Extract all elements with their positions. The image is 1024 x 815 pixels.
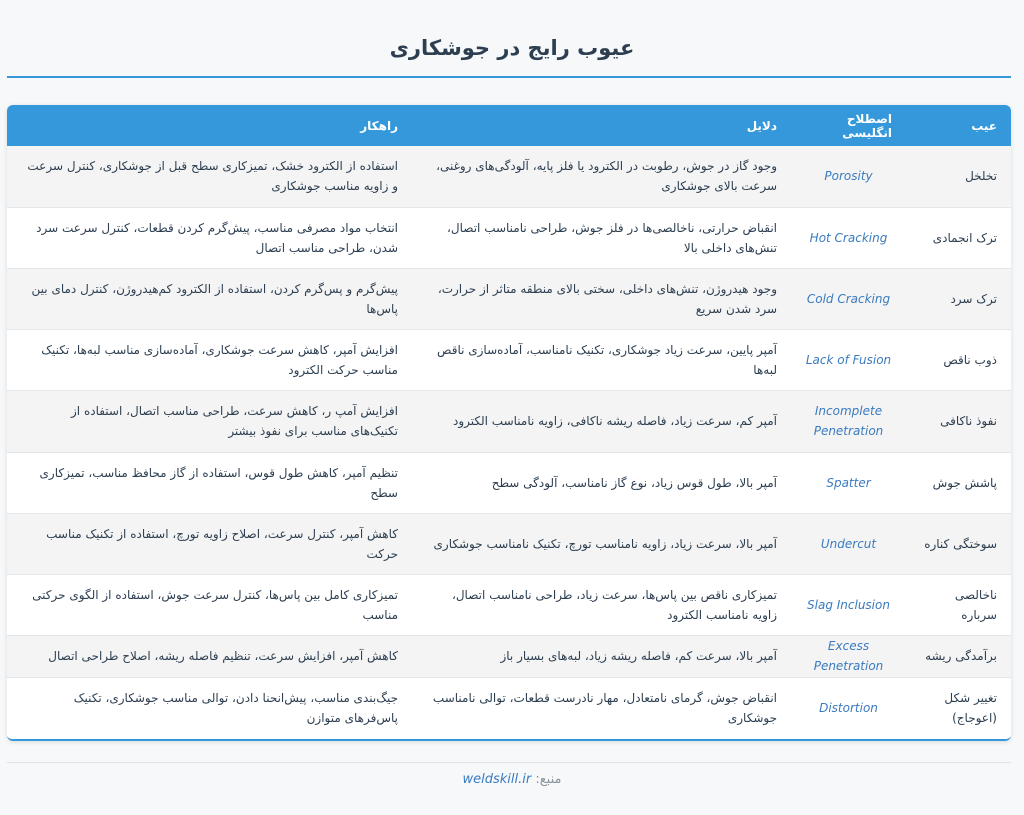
- cell-causes: انقباض جوش، گرمای نامتعادل، مهار نادرست قطعات، توالی نامناسب جوشکاری: [412, 677, 791, 739]
- cell-english-term: Porosity: [791, 146, 906, 207]
- cell-defect: ترک سرد: [906, 268, 1011, 329]
- cell-causes: وجود هیدروژن، تنش‌های داخلی، سختی بالای منطقه متاثر از حرارت، سرد شدن سریع: [412, 268, 791, 329]
- cell-english-term: Distortion: [791, 677, 906, 739]
- cell-solution: افزایش آمپ ر، کاهش سرعت، طراحی مناسب اتصال، استفاده از تکنیک‌های مناسب برای نفوذ بیشتر: [7, 390, 412, 452]
- cell-defect: ناخالصی سرباره: [906, 574, 1011, 635]
- table-row: [7, 268, 1011, 329]
- header-solution: راهکار: [7, 105, 412, 146]
- cell-english-term: Excess Penetration: [791, 635, 906, 677]
- table-row: [7, 574, 1011, 635]
- table-row: [7, 207, 1011, 268]
- table-row: [7, 452, 1011, 513]
- defects-table-card: [7, 105, 1011, 741]
- source-label: منبع:: [535, 772, 562, 787]
- cell-english-term: Incomplete Penetration: [791, 390, 906, 452]
- cell-english-term: Spatter: [791, 452, 906, 513]
- table-row: [7, 146, 1011, 207]
- cell-english-term: Lack of Fusion: [791, 329, 906, 390]
- cell-causes: وجود گاز در جوش، رطوبت در الکترود یا فلز پایه، آلودگی‌های روغنی، سرعت بالای جوشکاری: [412, 146, 791, 207]
- cell-solution: انتخاب مواد مصرفی مناسب، پیش‌گرم کردن قطعات، کنترل سرعت سرد شدن، طراحی مناسب اتصال: [7, 207, 412, 268]
- source-link[interactable]: weldskill.ir: [462, 772, 532, 787]
- cell-solution: پیش‌گرم و پس‌گرم کردن، استفاده از الکترود کم‌هیدروژن، کنترل دمای بین پاس‌ها: [7, 268, 412, 329]
- cell-defect: سوختگی کناره: [906, 513, 1011, 574]
- footer: [0, 772, 1024, 787]
- cell-solution: کاهش آمپر، کنترل سرعت، اصلاح زاویه تورچ، استفاده از تکنیک مناسب حرکت: [7, 513, 412, 574]
- cell-defect: تخلخل: [906, 146, 1011, 207]
- table-header-row: [7, 105, 1011, 146]
- cell-defect: تغییر شکل (اعوجاج): [906, 677, 1011, 739]
- cell-solution: جیگ‌بندی مناسب، پیش‌انحنا دادن، توالی مناسب جوشکاری، تکنیک پاس‌فرهای متوازن: [7, 677, 412, 739]
- footer-divider: [7, 762, 1011, 763]
- cell-solution: استفاده از الکترود خشک، تمیزکاری سطح قبل از جوشکاری، کنترل سرعت و زاویه مناسب جوشکاری: [7, 146, 412, 207]
- header-causes: دلایل: [412, 105, 791, 146]
- cell-defect: ذوب ناقص: [906, 329, 1011, 390]
- table-row: [7, 513, 1011, 574]
- table-row: [7, 635, 1011, 677]
- cell-causes: آمپر بالا، سرعت کم، فاصله ریشه زیاد، لبه‌های بسیار باز: [412, 635, 791, 677]
- header-english-term: اصطلاح انگلیسی: [791, 105, 906, 146]
- table-row: [7, 390, 1011, 452]
- cell-english-term: Hot Cracking: [791, 207, 906, 268]
- table-row: [7, 329, 1011, 390]
- cell-causes: آمپر پایین، سرعت زیاد جوشکاری، تکنیک نامناسب، آماده‌سازی ناقص لبه‌ها: [412, 329, 791, 390]
- cell-defect: پاشش جوش: [906, 452, 1011, 513]
- header-defect: عیب: [906, 105, 1011, 146]
- cell-causes: آمپر کم، سرعت زیاد، فاصله ریشه ناکافی، زاویه نامناسب الکترود: [412, 390, 791, 452]
- table-row: [7, 677, 1011, 739]
- cell-causes: انقباض حرارتی، ناخالصی‌ها در فلز جوش، طراحی نامناسب اتصال، تنش‌های داخلی بالا: [412, 207, 791, 268]
- cell-english-term: Slag Inclusion: [791, 574, 906, 635]
- cell-english-term: Cold Cracking: [791, 268, 906, 329]
- cell-solution: کاهش آمپر، افزایش سرعت، تنظیم فاصله ریشه، اصلاح طراحی اتصال: [7, 635, 412, 677]
- cell-solution: افزایش آمپر، کاهش سرعت جوشکاری، آماده‌سازی مناسب لبه‌ها، تکنیک مناسب حرکت الکترود: [7, 329, 412, 390]
- page-title: عیوب رایج در جوشکاری: [389, 36, 635, 60]
- cell-english-term: Undercut: [791, 513, 906, 574]
- title-divider: [7, 76, 1011, 78]
- cell-defect: برآمدگی ریشه: [906, 635, 1011, 677]
- table-body: [7, 146, 1011, 739]
- cell-solution: تنظیم آمپر، کاهش طول قوس، استفاده از گاز محافظ مناسب، تمیزکاری سطح: [7, 452, 412, 513]
- cell-defect: نفوذ ناکافی: [906, 390, 1011, 452]
- defects-table: [7, 105, 1011, 739]
- cell-causes: تمیزکاری ناقص بین پاس‌ها، سرعت زیاد، طراحی نامناسب اتصال، زاویه نامناسب الکترود: [412, 574, 791, 635]
- cell-causes: آمپر بالا، سرعت زیاد، زاویه نامناسب تورچ، تکنیک نامناسب جوشکاری: [412, 513, 791, 574]
- cell-defect: ترک انجمادی: [906, 207, 1011, 268]
- cell-causes: آمپر بالا، طول قوس زیاد، نوع گاز نامناسب، آلودگی سطح: [412, 452, 791, 513]
- cell-solution: تمیزکاری کامل بین پاس‌ها، کنترل سرعت جوش، استفاده از الگوی حرکتی مناسب: [7, 574, 412, 635]
